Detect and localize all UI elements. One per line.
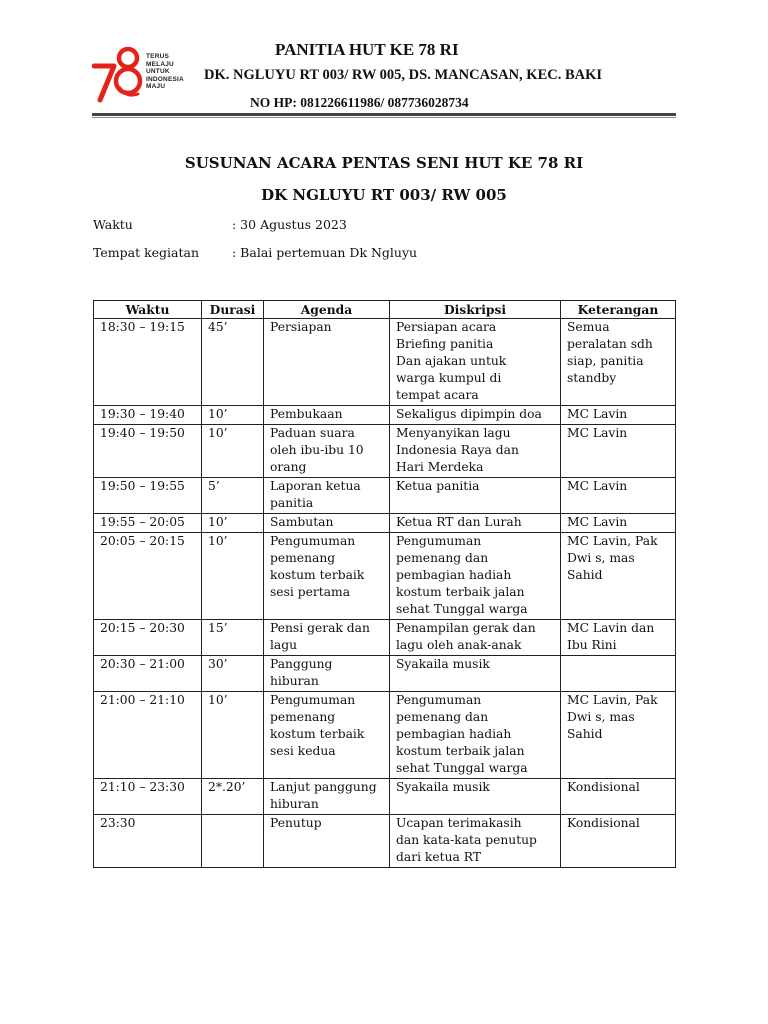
column-header-waktu: Waktu	[94, 301, 202, 319]
cell-diskripsi	[390, 478, 561, 514]
cell-diskripsi	[390, 406, 561, 425]
cell-waktu: 19:50 – 19:55	[94, 478, 202, 514]
event-time-label: Waktu	[93, 217, 133, 232]
org-address: DK. NGLUYU RT 003/ RW 005, DS. MANCASAN, KEC. BAKI	[204, 67, 603, 83]
cell-keterangan-line: MC Lavin dan	[567, 621, 655, 635]
column-header-keterangan: Keterangan	[561, 301, 676, 319]
cell-keterangan	[561, 656, 676, 692]
cell-agenda	[264, 319, 390, 406]
cell-keterangan	[561, 815, 676, 868]
cell-agenda	[264, 425, 390, 478]
cell-agenda	[264, 692, 390, 779]
cell-keterangan	[561, 425, 676, 478]
cell-keterangan-line: Kondisional	[567, 816, 640, 830]
cell-agenda	[264, 478, 390, 514]
cell-keterangan	[561, 319, 676, 406]
cell-keterangan	[561, 533, 676, 620]
table-header-row	[94, 301, 676, 319]
cell-agenda-line: Paduan suara	[270, 426, 355, 440]
cell-durasi: 10’	[202, 406, 264, 425]
cell-waktu: 20:15 – 20:30	[94, 620, 202, 656]
cell-diskripsi-line: Pengumuman	[396, 534, 482, 548]
cell-diskripsi-line: kostum terbaik jalan	[396, 744, 525, 758]
cell-waktu: 23:30	[94, 815, 202, 868]
document-title: SUSUNAN ACARA PENTAS SENI HUT KE 78 RI	[184, 154, 584, 172]
table-row	[94, 620, 676, 656]
table-row	[94, 692, 676, 779]
cell-agenda	[264, 815, 390, 868]
cell-diskripsi-line: pembagian hadiah	[396, 727, 512, 741]
cell-agenda-line: Pensi gerak dan	[270, 621, 370, 635]
cell-waktu: 21:10 – 23:30	[94, 779, 202, 815]
org-phone: NO HP: 081226611986/ 087736028734	[250, 95, 469, 110]
cell-waktu: 18:30 – 19:15	[94, 319, 202, 406]
table-row	[94, 514, 676, 533]
cell-keterangan-line: peralatan sdh	[567, 337, 653, 351]
cell-agenda-line: hiburan	[270, 674, 319, 688]
cell-agenda	[264, 779, 390, 815]
cell-diskripsi-line: Briefing panitia	[396, 337, 494, 351]
cell-diskripsi-line: lagu oleh anak-anak	[396, 638, 522, 652]
cell-diskripsi-line: Ketua RT dan Lurah	[396, 515, 522, 529]
hut-78-emblem-icon	[92, 44, 148, 104]
cell-durasi: 10’	[202, 533, 264, 620]
cell-durasi: 10’	[202, 692, 264, 779]
cell-diskripsi-line: dari ketua RT	[396, 850, 481, 864]
cell-agenda-line: kostum terbaik	[270, 727, 365, 741]
cell-diskripsi-line: Penampilan gerak dan	[396, 621, 536, 635]
cell-keterangan-line: standby	[567, 371, 617, 385]
cell-diskripsi-line: Dan ajakan untuk	[396, 354, 507, 368]
cell-keterangan	[561, 779, 676, 815]
cell-keterangan-line: MC Lavin, Pak	[567, 534, 658, 548]
cell-diskripsi	[390, 425, 561, 478]
cell-keterangan-line: MC Lavin	[567, 426, 628, 440]
cell-diskripsi-line: pembagian hadiah	[396, 568, 512, 582]
cell-keterangan-line: Kondisional	[567, 780, 640, 794]
cell-diskripsi	[390, 319, 561, 406]
cell-diskripsi-line: Menyanyikan lagu	[396, 426, 511, 440]
cell-keterangan-line: Dwi s, mas	[567, 710, 635, 724]
cell-keterangan-line: siap, panitia	[567, 354, 644, 368]
cell-diskripsi-line: Ucapan terimakasih	[396, 816, 522, 830]
cell-agenda-line: pemenang	[270, 551, 336, 565]
cell-diskripsi-line: pemenang dan	[396, 710, 489, 724]
cell-keterangan-line: Sahid	[567, 727, 603, 741]
cell-keterangan-line: MC Lavin	[567, 407, 628, 421]
cell-keterangan-line: Dwi s, mas	[567, 551, 635, 565]
cell-diskripsi-line: Syakaila musik	[396, 657, 490, 671]
cell-keterangan	[561, 478, 676, 514]
cell-diskripsi-line: sehat Tunggal warga	[396, 761, 528, 775]
cell-keterangan-line: Sahid	[567, 568, 603, 582]
cell-durasi: 30’	[202, 656, 264, 692]
cell-agenda-line: oleh ibu-ibu 10	[270, 443, 364, 457]
table-row	[94, 779, 676, 815]
event-place-value: : Balai pertemuan Dk Ngluyu	[232, 245, 418, 260]
cell-agenda	[264, 514, 390, 533]
table-row	[94, 656, 676, 692]
event-time-value: : 30 Agustus 2023	[232, 217, 347, 232]
cell-durasi: 10’	[202, 514, 264, 533]
cell-agenda	[264, 406, 390, 425]
cell-keterangan-line: MC Lavin, Pak	[567, 693, 658, 707]
cell-keterangan-line: MC Lavin	[567, 515, 628, 529]
document-subtitle: DK NGLUYU RT 003/ RW 005	[261, 186, 507, 204]
cell-keterangan	[561, 692, 676, 779]
cell-keterangan-line: Semua	[567, 320, 610, 334]
cell-diskripsi	[390, 533, 561, 620]
cell-agenda-line: Pengumuman	[270, 693, 356, 707]
table-row	[94, 319, 676, 406]
cell-durasi: 10’	[202, 425, 264, 478]
cell-agenda-line: panitia	[270, 496, 314, 510]
cell-durasi: 5’	[202, 478, 264, 514]
cell-diskripsi-line: dan kata-kata penutup	[396, 833, 537, 847]
cell-waktu: 20:05 – 20:15	[94, 533, 202, 620]
logo-slogan-line: INDONESIA	[146, 75, 184, 83]
cell-agenda-line: pemenang	[270, 710, 336, 724]
cell-diskripsi	[390, 815, 561, 868]
logo-slogan-line: UNTUK	[146, 68, 170, 76]
logo-slogan-line: MELAJU	[146, 60, 174, 68]
cell-agenda-line: Penutup	[270, 816, 322, 830]
cell-diskripsi	[390, 656, 561, 692]
cell-agenda	[264, 620, 390, 656]
table-row	[94, 533, 676, 620]
cell-waktu: 19:30 – 19:40	[94, 406, 202, 425]
header-divider	[92, 113, 676, 116]
cell-agenda-line: Sambutan	[270, 515, 334, 529]
cell-diskripsi-line: Pengumuman	[396, 693, 482, 707]
cell-diskripsi-line: Hari Merdeka	[396, 460, 484, 474]
cell-diskripsi-line: Syakaila musik	[396, 780, 490, 794]
cell-diskripsi	[390, 514, 561, 533]
header-divider-thin	[92, 117, 676, 118]
cell-keterangan	[561, 514, 676, 533]
cell-diskripsi-line: Sekaligus dipimpin doa	[396, 407, 542, 421]
cell-diskripsi-line: Persiapan acara	[396, 320, 497, 334]
column-header-agenda: Agenda	[264, 301, 390, 319]
table-row	[94, 478, 676, 514]
table-row	[94, 425, 676, 478]
cell-diskripsi-line: pemenang dan	[396, 551, 489, 565]
cell-diskripsi-line: kostum terbaik jalan	[396, 585, 525, 599]
cell-durasi: 45’	[202, 319, 264, 406]
cell-diskripsi-line: tempat acara	[396, 388, 479, 402]
cell-agenda-line: Lanjut panggung	[270, 780, 377, 794]
cell-agenda-line: Pembukaan	[270, 407, 343, 421]
logo-slogan-line: TERUS	[146, 53, 170, 60]
cell-durasi	[202, 815, 264, 868]
event-place-label: Tempat kegiatan	[93, 245, 200, 260]
cell-agenda-line: Pengumuman	[270, 534, 356, 548]
logo-slogan	[146, 53, 184, 91]
cell-waktu: 19:40 – 19:50	[94, 425, 202, 478]
cell-diskripsi-line: Indonesia Raya dan	[396, 443, 519, 457]
cell-agenda	[264, 656, 390, 692]
cell-agenda-line: Persiapan	[270, 320, 332, 334]
cell-keterangan-line: Ibu Rini	[567, 638, 617, 652]
cell-diskripsi	[390, 779, 561, 815]
cell-durasi: 15’	[202, 620, 264, 656]
cell-agenda-line: lagu	[270, 638, 298, 652]
cell-keterangan-line: MC Lavin	[567, 479, 628, 493]
column-header-durasi: Durasi	[202, 301, 264, 319]
hut-78-logo	[92, 44, 202, 104]
cell-agenda-line: sesi kedua	[270, 744, 336, 758]
schedule-table	[93, 300, 676, 868]
schedule-body	[94, 319, 676, 868]
cell-agenda-line: sesi pertama	[270, 585, 351, 599]
cell-diskripsi-line: sehat Tunggal warga	[396, 602, 528, 616]
cell-agenda	[264, 533, 390, 620]
table-row	[94, 815, 676, 868]
cell-agenda-line: Laporan ketua	[270, 479, 361, 493]
cell-keterangan	[561, 406, 676, 425]
cell-waktu: 21:00 – 21:10	[94, 692, 202, 779]
table-row	[94, 406, 676, 425]
cell-durasi: 2*.20’	[202, 779, 264, 815]
cell-agenda-line: orang	[270, 460, 307, 474]
column-header-diskripsi: Diskripsi	[390, 301, 561, 319]
cell-agenda-line: hiburan	[270, 797, 319, 811]
cell-keterangan	[561, 620, 676, 656]
cell-agenda-line: Panggung	[270, 657, 333, 671]
cell-diskripsi	[390, 692, 561, 779]
cell-waktu: 20:30 – 21:00	[94, 656, 202, 692]
cell-waktu: 19:55 – 20:05	[94, 514, 202, 533]
cell-agenda-line: kostum terbaik	[270, 568, 365, 582]
cell-diskripsi-line: Ketua panitia	[396, 479, 480, 493]
cell-diskripsi-line: warga kumpul di	[396, 371, 502, 385]
org-title: PANITIA HUT KE 78 RI	[275, 40, 459, 59]
cell-diskripsi	[390, 620, 561, 656]
logo-slogan-line: MAJU	[146, 83, 166, 91]
